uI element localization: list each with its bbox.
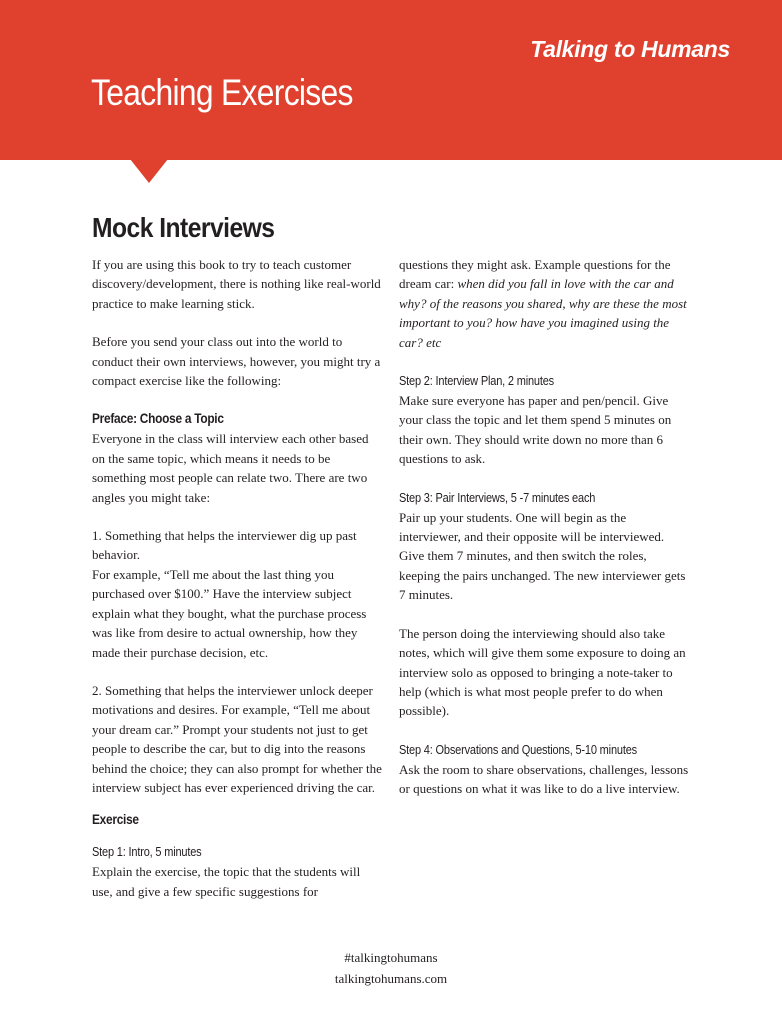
angle-2: 2. Something that helps the interviewer unlock deeper motivations and desires. For example, “Tell me about your dream car.” Prompt your students not just to get people to describe the car, but to dig into the reasons behind the choice; they can also prompt for whether the interview subject has ever experienced driving the car. [92, 682, 382, 795]
left-column [92, 255, 384, 901]
banner-pointer [130, 159, 168, 183]
step-3-body: Pair up your students. One will begin as the interviewer, and their opposite will be interviewed. Give them 7 minutes, and then switch the roles, keeping the pairs unchanged. The new interviewer gets 7 minutes. [399, 509, 686, 603]
step-1-examples: when did you fall in love with the car and why? of the reasons you shared, why are these the most important to you? how have you imagined using the car? etc [399, 276, 687, 350]
step-2-body: Make sure everyone has paper and pen/pencil. Give your class the topic and let them spend 5 minutes on their own. They should write down no more than 6 questions to ask. [399, 393, 672, 467]
intro-paragraph: If you are using this book to try to teach customer discovery/development, there is nothing like real-world practice to make learning stick. [92, 257, 381, 311]
step-3-body-2: The person doing the interviewing should also take notes, which will give them some exposure to doing an interview solo as opposed to bringing a note-taker to help (which is what most people prefer to do when possible). [399, 625, 686, 719]
right-column [399, 255, 691, 799]
step-1-heading: Step 1: Intro, 5 minutes [92, 845, 202, 860]
step-1-cont-text: questions they might ask. Example questions for the dream car: [399, 257, 671, 292]
step-4-heading: Step 4: Observations and Questions, 5-10 minutes [399, 742, 637, 757]
preface-heading: Preface: Choose a Topic [92, 411, 224, 427]
step-1-continued [399, 255, 691, 352]
exercise-heading: Exercise [92, 812, 139, 828]
step-2-heading: Step 2: Interview Plan, 2 minutes [399, 374, 555, 389]
preface-body: Everyone in the class will interview each other based on the same topic, which means it needs to be something most people can relate two. There are two angles you might take: [92, 431, 369, 505]
intro-paragraph-2: Before you send your class out into the world to conduct their own interviews, however, you might try a compact exercise like the following: [92, 334, 381, 389]
section-title: Mock Interviews [92, 212, 275, 243]
footer-site: talkingtohumans.com [334, 971, 448, 986]
angle-1-body: For example, “Tell me about the last thing you purchased over $100.” Have the interview subject explain what they bought, what the purchase process was like from desire to actual ownership, how they made their purchase decision, etc. [92, 566, 367, 660]
step-4-body: Ask the room to share observations, challenges, lessons or questions on what it was like to do a live interview. [399, 761, 689, 797]
footer-hashtag: #talkingtohumans [344, 950, 438, 965]
step-1-body: Explain the exercise, the topic that the students will use, and give a few specific suggestions for [92, 864, 361, 899]
page-title: Teaching Exercises [91, 72, 353, 113]
step-3-heading: Step 3: Pair Interviews, 5 -7 minutes each [399, 490, 596, 505]
angle-1-title: 1. Something that helps the interviewer dig up past behavior. [92, 528, 357, 563]
brand-name: Talking to Humans [530, 36, 730, 62]
